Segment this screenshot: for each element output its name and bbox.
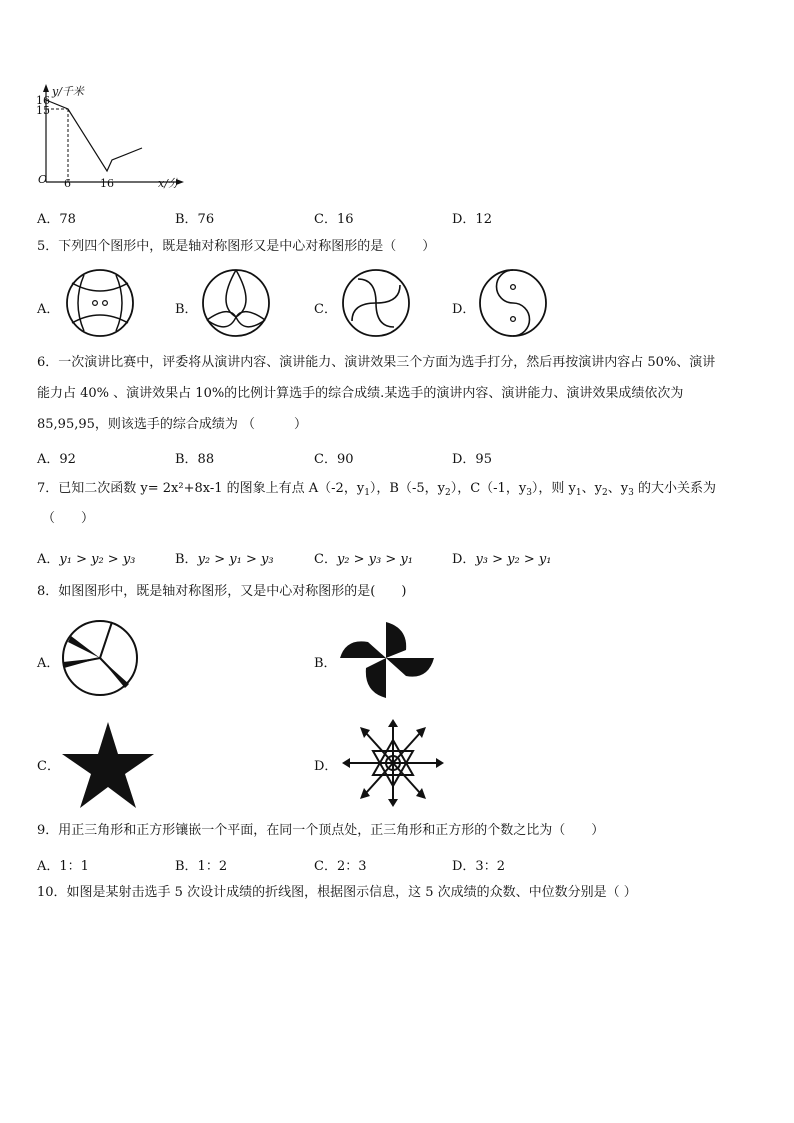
- q4-option-b[interactable]: B．76: [175, 212, 215, 227]
- y-tick-16: 16: [36, 94, 50, 107]
- q7-stem: 7．已知二次函数 y= 2x²+8x-1 的图象上有点 A（-2，$y_1$），B（-5，$y_2$），C（-1，$y_3$），则 $y_1$、$y_2$、$y_3$ 的大小关系为: [37, 481, 716, 498]
- q5-label-c[interactable]: C．: [314, 302, 337, 317]
- q4-option-a[interactable]: A．78: [37, 212, 76, 227]
- q5-figure-b[interactable]: [198, 265, 278, 345]
- q7-option-d-expr: y₃ > y₂ > y₁: [475, 552, 552, 567]
- y-axis-arrow: [43, 84, 49, 92]
- q6-option-b[interactable]: B．88: [175, 452, 215, 467]
- q9-option-b[interactable]: B．1：2: [175, 859, 228, 874]
- origin-label: O: [38, 173, 48, 186]
- x-tick-16: 16: [100, 177, 114, 190]
- q8-stem: 8．如图图形中，既是轴对称图形，又是中心对称图形的是( ): [37, 584, 407, 599]
- q5-label-d[interactable]: D．: [452, 302, 476, 317]
- q5-figure-d[interactable]: [475, 265, 555, 345]
- q7-option-a[interactable]: A．y₁ > y₂ > y₃: [37, 552, 136, 567]
- q7-paren: （ ）: [42, 511, 95, 526]
- q4-option-d[interactable]: D．12: [452, 212, 492, 227]
- q5-figure-a[interactable]: [62, 265, 142, 345]
- q5-label-b[interactable]: B．: [175, 302, 198, 317]
- y-axis-label: y/千米: [52, 85, 84, 98]
- q5-stem: 5．下列四个图形中，既是轴对称图形又是中心对称图形的是（ ）: [37, 239, 436, 254]
- distance-line: [46, 100, 142, 171]
- q8-label-a[interactable]: A．: [37, 656, 60, 671]
- q8-figure-d[interactable]: [338, 718, 448, 808]
- q8-figure-c[interactable]: [60, 718, 160, 802]
- q9-option-a[interactable]: A．1：1: [37, 859, 89, 874]
- q8-label-b[interactable]: B．: [314, 656, 337, 671]
- distance-time-graph: [30, 82, 230, 192]
- q8-figure-a[interactable]: [60, 618, 144, 702]
- q8-figure-b[interactable]: [338, 618, 438, 702]
- q6-option-c[interactable]: C．90: [314, 452, 354, 467]
- q7-option-c[interactable]: C．y₂ > y₃ > y₁: [314, 552, 413, 567]
- y-tick-15: 15: [36, 104, 50, 117]
- q9-option-c[interactable]: C．2：3: [314, 859, 367, 874]
- x-tick-6: 6: [64, 177, 71, 190]
- q7-option-b[interactable]: B．y₂ > y₁ > y₃: [175, 552, 274, 567]
- q8-label-d[interactable]: D．: [314, 759, 338, 774]
- x-axis-label: x/分: [158, 177, 179, 190]
- q10-stem: 10．如图是某射击选手 5 次设计成绩的折线图，根据图示信息，这 5 次成绩的众数、中位数分别是（ ）: [37, 885, 637, 900]
- q6-option-d[interactable]: D．95: [452, 452, 492, 467]
- q7-option-a-expr: y₁ > y₂ > y₃: [59, 552, 136, 567]
- q8-label-c[interactable]: C．: [37, 759, 60, 774]
- q7-option-c-expr: y₂ > y₃ > y₁: [336, 552, 413, 567]
- q9-option-d[interactable]: D．3：2: [452, 859, 505, 874]
- q5-label-a[interactable]: A．: [37, 302, 60, 317]
- q4-option-c[interactable]: C．16: [314, 212, 354, 227]
- q5-figure-c[interactable]: [338, 265, 418, 345]
- q7-option-b-expr: y₂ > y₁ > y₃: [197, 552, 274, 567]
- q6-line-2: 能力占 40% 、演讲效果占 10%的比例计算选手的综合成绩.某选手的演讲内容、演讲能力、演讲效果成绩依次为: [37, 386, 684, 401]
- q6-option-a[interactable]: A．92: [37, 452, 76, 467]
- q6-line-3: 85,95,95，则该选手的综合成绩为 （ ）: [37, 417, 308, 432]
- q6-line-1: 6．一次演讲比赛中，评委将从演讲内容、演讲能力、演讲效果三个方面为选手打分，然后再按演讲内容占 50%、演讲: [37, 355, 716, 370]
- q7-option-d[interactable]: D．y₃ > y₂ > y₁: [452, 552, 552, 567]
- q9-stem: 9．用正三角形和正方形镶嵌一个平面，在同一个顶点处，正三角形和正方形的个数之比为（ ）: [37, 823, 605, 838]
